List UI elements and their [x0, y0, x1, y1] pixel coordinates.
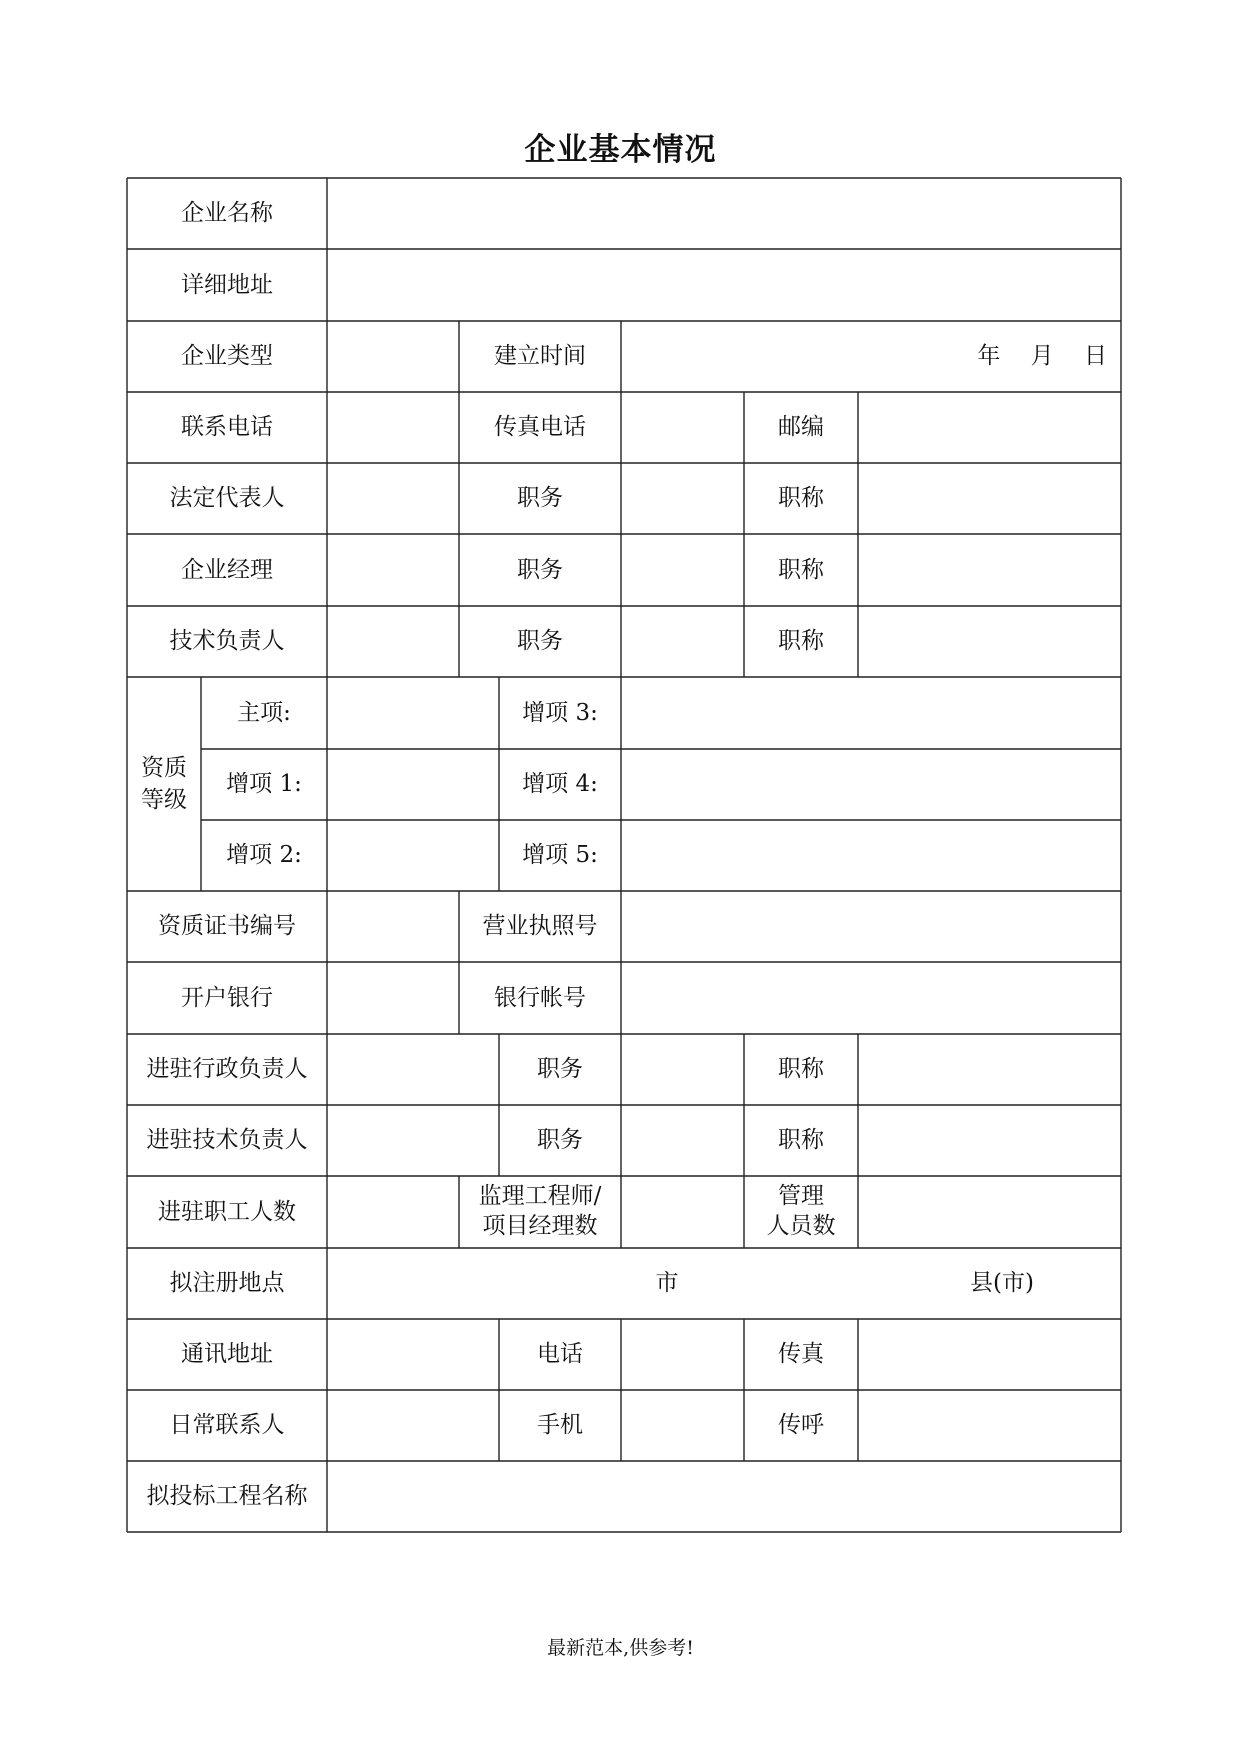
engineer-count-line-2: 项目经理数	[482, 1213, 598, 1239]
mgmt-count-line-2: 人员数	[766, 1213, 836, 1239]
city-label: 市	[655, 1270, 679, 1297]
label-title-rank: 职称	[778, 485, 824, 512]
mgmt-count-line-1: 管理	[778, 1183, 824, 1210]
label-title-rank: 职称	[778, 628, 824, 655]
fax-field[interactable]	[858, 1319, 1121, 1390]
label-pager: 传呼	[778, 1412, 824, 1439]
legal-rep-title-field[interactable]	[858, 463, 1121, 534]
label-position: 职务	[517, 628, 563, 655]
contact-field[interactable]	[327, 1390, 499, 1461]
engineer-count-field[interactable]	[621, 1176, 744, 1248]
tech-resp-field[interactable]	[327, 1105, 499, 1176]
account-field[interactable]	[621, 962, 1121, 1034]
legal-rep-field[interactable]	[327, 463, 459, 534]
page-title: 企业基本情况	[524, 132, 717, 168]
add4-field[interactable]	[621, 749, 1121, 820]
label-mgmt-count	[744, 1176, 858, 1248]
label-position: 职务	[517, 556, 563, 583]
footer-note: 最新范本,供参考!	[547, 1637, 694, 1659]
tech-lead-title-field[interactable]	[858, 606, 1121, 677]
label-fax-phone: 传真电话	[494, 414, 586, 441]
label-tech-lead: 技术负责人	[169, 628, 285, 655]
admin-resp-field[interactable]	[327, 1034, 499, 1105]
label-address: 详细地址	[181, 271, 273, 298]
label-established: 建立时间	[494, 343, 586, 370]
label-legal-rep: 法定代表人	[169, 485, 285, 512]
pager-field[interactable]	[858, 1390, 1121, 1461]
manager-field[interactable]	[327, 534, 459, 606]
tech-resp-title-field[interactable]	[858, 1105, 1121, 1176]
engineer-count-line-1: 监理工程师/	[478, 1183, 602, 1210]
manager-title-field[interactable]	[858, 534, 1121, 606]
label-fax: 传真	[778, 1341, 824, 1368]
phone-field[interactable]	[327, 392, 459, 463]
label-reg-place: 拟注册地点	[169, 1270, 285, 1297]
legal-rep-position-field[interactable]	[621, 463, 744, 534]
label-add4: 增项 4:	[522, 771, 598, 798]
label-add5: 增项 5:	[522, 842, 598, 869]
project-name-field[interactable]	[327, 1461, 1121, 1532]
add5-field[interactable]	[621, 820, 1121, 891]
mobile-field[interactable]	[621, 1390, 744, 1461]
add1-field[interactable]	[327, 749, 499, 820]
license-no-field[interactable]	[621, 891, 1121, 962]
cert-no-field[interactable]	[327, 891, 459, 962]
label-title-rank: 职称	[778, 1056, 824, 1083]
mail-addr-field[interactable]	[327, 1319, 499, 1390]
established-date-field[interactable]: 年 月 日	[977, 343, 1107, 370]
label-company-type: 企业类型	[181, 343, 273, 370]
label-bank: 开户银行	[181, 984, 273, 1011]
add2-field[interactable]	[327, 820, 499, 891]
label-project-name: 拟投标工程名称	[146, 1483, 308, 1510]
admin-resp-title-field[interactable]	[858, 1034, 1121, 1105]
label-add3: 增项 3:	[522, 699, 598, 726]
label-position: 职务	[537, 1056, 583, 1083]
enterprise-info-table	[127, 178, 1121, 1532]
company-type-field[interactable]	[327, 321, 459, 392]
label-title-rank: 职称	[778, 1127, 824, 1154]
label-license-no: 营业执照号	[482, 913, 598, 940]
tech-lead-position-field[interactable]	[621, 606, 744, 677]
label-mail-addr: 通讯地址	[181, 1341, 273, 1368]
qualification-line-2: 等级	[141, 787, 187, 813]
postcode-field[interactable]	[858, 392, 1121, 463]
label-company-name: 企业名称	[181, 200, 273, 227]
add3-field[interactable]	[621, 677, 1121, 749]
label-title-rank: 职称	[778, 556, 824, 583]
address-field[interactable]	[327, 249, 1121, 321]
label-cert-no: 资质证书编号	[158, 913, 296, 940]
main-item-field[interactable]	[327, 677, 499, 749]
label-manager: 企业经理	[181, 556, 273, 583]
fax-phone-field[interactable]	[621, 392, 744, 463]
bank-field[interactable]	[327, 962, 459, 1034]
tel-field[interactable]	[621, 1319, 744, 1390]
label-tech-resp: 进驻技术负责人	[146, 1127, 308, 1154]
label-add2: 增项 2:	[226, 842, 302, 869]
label-account: 银行帐号	[494, 984, 586, 1011]
label-position: 职务	[537, 1127, 583, 1154]
label-postcode: 邮编	[778, 414, 824, 441]
label-position: 职务	[517, 485, 563, 512]
label-contact: 日常联系人	[169, 1412, 285, 1439]
label-tel: 电话	[537, 1341, 583, 1368]
county-label: 县(市)	[970, 1270, 1034, 1297]
label-admin-resp: 进驻行政负责人	[146, 1056, 308, 1083]
qualification-line-1: 资质	[141, 754, 187, 781]
label-main-item: 主项:	[237, 699, 291, 726]
staff-count-field[interactable]	[327, 1176, 459, 1248]
label-mobile: 手机	[537, 1412, 583, 1439]
admin-resp-position-field[interactable]	[621, 1034, 744, 1105]
tech-resp-position-field[interactable]	[621, 1105, 744, 1176]
tech-lead-field[interactable]	[327, 606, 459, 677]
company-name-field[interactable]	[327, 178, 1121, 249]
label-staff-count: 进驻职工人数	[158, 1198, 296, 1225]
mgmt-count-field[interactable]	[858, 1176, 1121, 1248]
label-engineer-count	[459, 1176, 621, 1248]
manager-position-field[interactable]	[621, 534, 744, 606]
label-phone: 联系电话	[181, 414, 273, 441]
label-add1: 增项 1:	[226, 771, 302, 798]
label-qualification-grade	[127, 677, 201, 891]
